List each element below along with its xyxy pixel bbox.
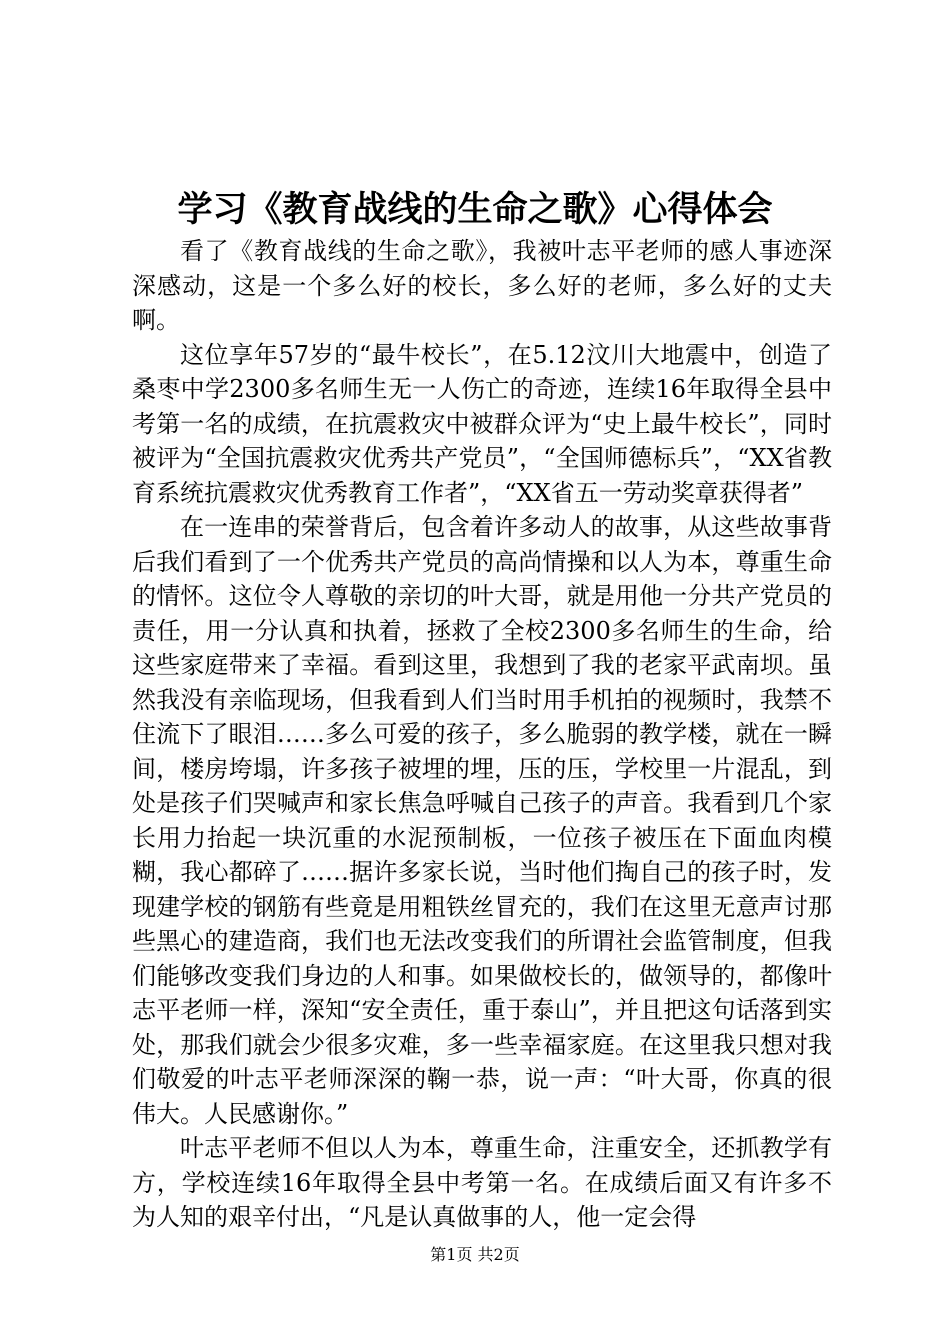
document-title: 学习《教育战线的生命之歌》心得体会 <box>177 189 773 230</box>
document-body <box>132 234 832 1235</box>
paragraph-2: 这位享年57岁的“最牛校长”，在5.12汶川大地震中，创造了桑枣中学2300多名师生无一人伤亡的奇迹，连续16年取得全县中考第一名的成绩，在抗震救灾中被群众评为“史上最牛校长”，同时被评为“全国抗震救灾优秀共产党员”，“全国师德标兵”，“XX省教育系统抗震救灾优秀教育工作者”，“XX省五一劳动奖章获得者” <box>132 340 832 507</box>
page-footer: 第1页 共2页 <box>430 1245 520 1264</box>
paragraph-4: 叶志平老师不但以人为本，尊重生命，注重安全，还抓教学有方，学校连续16年取得全县中考第一名。在成绩后面又有许多不为人知的艰辛付出，“凡是认真做事的人，他一定会得 <box>132 1134 832 1231</box>
paragraph-3: 在一连串的荣誉背后，包含着许多动人的故事，从这些故事背后我们看到了一个优秀共产党员的高尚情操和以人为本，尊重生命的情怀。这位令人尊敬的亲切的叶大哥，就是用他一分共产党员的责任，用一分认真和执着，拯救了全校2300多名师生的生命，给这些家庭带来了幸福。看到这里，我想到了我的老家平武南坝。虽然我没有亲临现场，但我看到人们当时用手机拍的视频时，我禁不住流下了眼泪……多么可爱的孩子，多么脆弱的教学楼，就在一瞬间，楼房垮塌，许多孩子被埋的埋，压的压，学校里一片混乱，到处是孩子们哭喊声和家长焦急呼喊自己孩子的声音。我看到几个家长用力抬起一块沉重的水泥预制板，一位孩子被压在下面血肉模糊，我心都碎了……据许多家长说，当时他们掏自己的孩子时，发现建学校的钢筋有些竟是用粗铁丝冒充的，我们在这里无意声讨那些黑心的建造商，我们也无法改变我们的所谓社会监管制度，但我们能够改变我们身边的人和事。如果做校长的，做领导的，都像叶志平老师一样，深知“安全责任，重于泰山”，并且把这句话落到实处，那我们就会少很多灾难，多一些幸福家庭。在这里我只想对我们敬爱的叶志平老师深深的鞠一恭，说一声：“叶大哥，你真的很伟大。人民感谢你。” <box>132 513 832 1128</box>
paragraph-1: 看了《教育战线的生命之歌》，我被叶志平老师的感人事迹深深感动，这是一个多么好的校长，多么好的老师，多么好的丈夫啊。 <box>132 237 832 334</box>
